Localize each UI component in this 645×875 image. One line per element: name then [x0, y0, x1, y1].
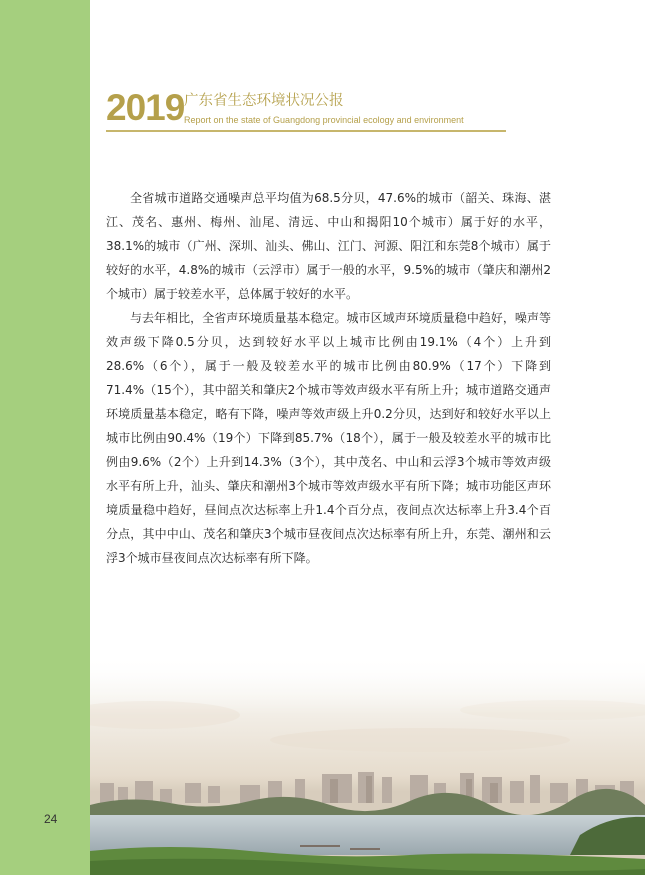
- page-number: 24: [44, 812, 58, 826]
- body-text: [106, 186, 551, 570]
- header-rule: [106, 130, 506, 132]
- report-title-chinese: 广东省生态环境状况公报: [184, 93, 344, 109]
- paragraph-year-comparison: 与去年相比，全省声环境质量基本稳定。城市区域声环境质量稳中趋好，噪声等效声级下降0.5分贝，达到较好水平以上城市比例由19.1%（4个）上升到28.6%（6个），属于一般及较差水平的城市比例由80.9%（17个）下降到71.4%（15个），其中韶关和肇庆2个城市等效声级水平有所上升；城市道路交通声环境质量基本稳定，略有下降，噪声等效声级上升0.2分贝，达到好和较好水平以上城市比例由90.4%（19个）下降到85.7%（18个），属于一般及较差水平的城市比例由9.6%（2个）上升到14.3%（3个），其中茂名、中山和云浮3个城市等效声级水平有所上升，汕头、肇庆和潮州3个城市等效声级水平有所下降；城市功能区声环境质量稳中趋好，昼间点次达标率上升1.4个百分点，夜间点次达标率上升3.4个百分点，其中中山、茂名和肇庆3个城市昼夜间点次达标率有所上升，东莞、潮州和云浮3个城市昼夜间点次达标率有所下降。: [106, 311, 551, 565]
- report-year: 2019: [106, 87, 185, 128]
- report-title-english: Report on the state of Guangdong provincial ecology and environment: [184, 115, 464, 125]
- side-color-band: [0, 0, 90, 875]
- report-header: [106, 88, 506, 138]
- paragraph-traffic-noise: 全省城市道路交通噪声总平均值为68.5分贝，47.6%的城市（韶关、珠海、湛江、茂名、惠州、梅州、汕尾、清远、中山和揭阳10个城市）属于好的水平，38.1%的城市（广州、深圳、汕头、佛山、江门、河源、阳江和东莞8个城市）属于较好的水平，4.8%的城市（云浮市）属于一般的水平，9.5%的城市（肇庆和潮州2个城市）属于较差水平，总体属于较好的水平。: [106, 191, 551, 301]
- city-skyline-photo: [90, 655, 645, 875]
